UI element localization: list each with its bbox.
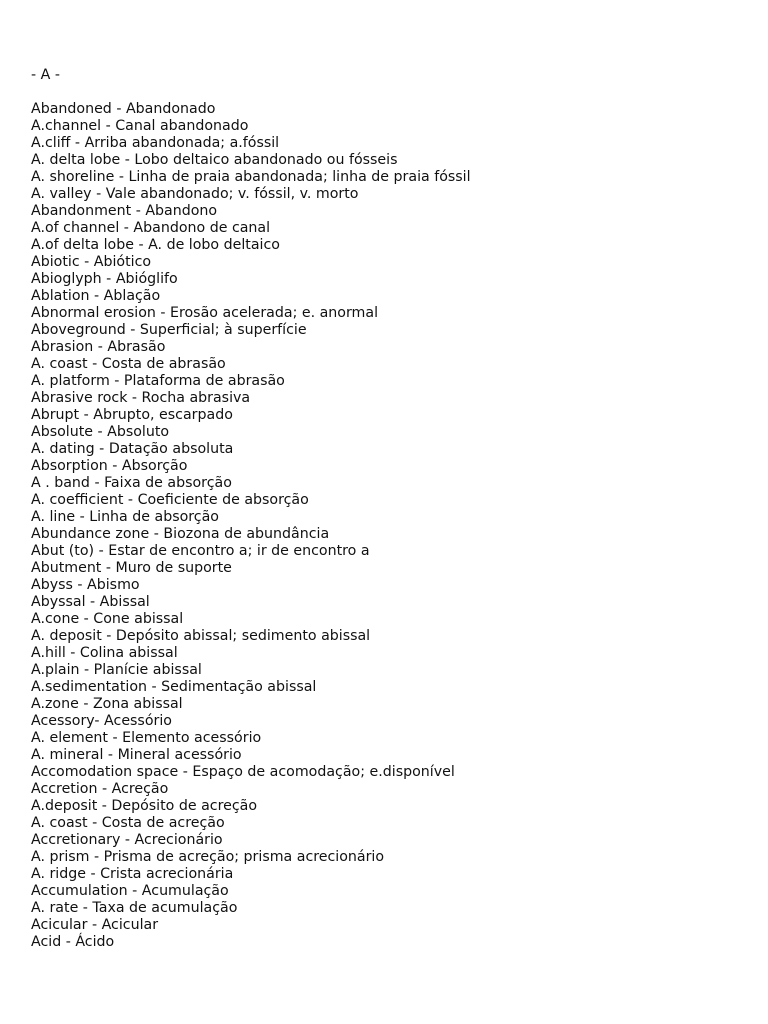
glossary-entry: Acid - Ácido	[31, 934, 115, 950]
glossary-entry: Abutment - Muro de suporte	[31, 560, 232, 576]
glossary-entry: A. coast - Costa de acreção	[31, 815, 225, 831]
glossary-entry: Ablation - Ablação	[31, 288, 161, 304]
glossary-entry: A.deposit - Depósito de acreção	[31, 798, 258, 814]
glossary-entry: Accretion - Acreção	[31, 781, 169, 797]
glossary-entry: A. coast - Costa de abrasão	[31, 356, 226, 372]
glossary-entry: Absolute - Absoluto	[31, 424, 170, 440]
glossary-entry: A. valley - Vale abandonado; v. fóssil, v. morto	[31, 186, 359, 202]
glossary-entry: A.plain - Planície abissal	[31, 662, 202, 678]
glossary-entry: Abiotic - Abiótico	[31, 254, 152, 270]
glossary-entry: Abnormal erosion - Erosão acelerada; e. anormal	[31, 305, 379, 321]
glossary-entry: A.hill - Colina abissal	[31, 645, 178, 661]
glossary-entry: A. prism - Prisma de acreção; prisma acrecionário	[31, 849, 385, 865]
glossary-entry: A. line - Linha de absorção	[31, 509, 219, 525]
glossary-entry: Accretionary - Acrecionário	[31, 832, 223, 848]
glossary-entry: Abrasion - Abrasão	[31, 339, 166, 355]
glossary-entry: A. dating - Datação absoluta	[31, 441, 234, 457]
glossary-entry: Accomodation space - Espaço de acomodação; e.disponível	[31, 764, 455, 780]
glossary-entry: A.of delta lobe - A. de lobo deltaico	[31, 237, 280, 253]
section-heading: - A -	[31, 67, 60, 83]
glossary-entry: Abundance zone - Biozona de abundância	[31, 526, 330, 542]
glossary-entry: A. deposit - Depósito abissal; sedimento abissal	[31, 628, 371, 644]
glossary-entry: A.cone - Cone abissal	[31, 611, 184, 627]
glossary-entry: A. platform - Plataforma de abrasão	[31, 373, 285, 389]
glossary-entry: A. ridge - Crista acrecionária	[31, 866, 234, 882]
glossary-entry: Accumulation - Acumulação	[31, 883, 229, 899]
glossary-entry: Acessory- Acessório	[31, 713, 172, 729]
glossary-entry: A. mineral - Mineral acessório	[31, 747, 242, 763]
glossary-entry: Abyssal - Abissal	[31, 594, 150, 610]
glossary-entry: A.cliff - Arriba abandonada; a.fóssil	[31, 135, 280, 151]
glossary-entry: A. coefficient - Coeficiente de absorção	[31, 492, 309, 508]
glossary-entry: Abrupt - Abrupto, escarpado	[31, 407, 233, 423]
glossary-entry: A. element - Elemento acessório	[31, 730, 262, 746]
glossary-entry: A. shoreline - Linha de praia abandonada; linha de praia fóssil	[31, 169, 471, 185]
glossary-entry-list	[31, 101, 471, 951]
glossary-entry: A . band - Faixa de absorção	[31, 475, 232, 491]
glossary-entry: A.zone - Zona abissal	[31, 696, 183, 712]
glossary-entry: A.of channel - Abandono de canal	[31, 220, 271, 236]
glossary-entry: Abrasive rock - Rocha abrasiva	[31, 390, 251, 406]
glossary-entry: Acicular - Acicular	[31, 917, 159, 933]
glossary-entry: Abandoned - Abandonado	[31, 101, 216, 117]
glossary-entry: A.sedimentation - Sedimentação abissal	[31, 679, 317, 695]
glossary-entry: Abandonment - Abandono	[31, 203, 218, 219]
glossary-entry: A. rate - Taxa de acumulação	[31, 900, 238, 916]
glossary-entry: A. delta lobe - Lobo deltaico abandonado ou fósseis	[31, 152, 398, 168]
glossary-entry: Absorption - Absorção	[31, 458, 188, 474]
glossary-entry: A.channel - Canal abandonado	[31, 118, 249, 134]
glossary-entry: Abut (to) - Estar de encontro a; ir de encontro a	[31, 543, 370, 559]
glossary-entry: Abioglyph - Abióglifo	[31, 271, 178, 287]
glossary-entry: Abyss - Abismo	[31, 577, 140, 593]
glossary-entry: Aboveground - Superficial; à superfície	[31, 322, 307, 338]
